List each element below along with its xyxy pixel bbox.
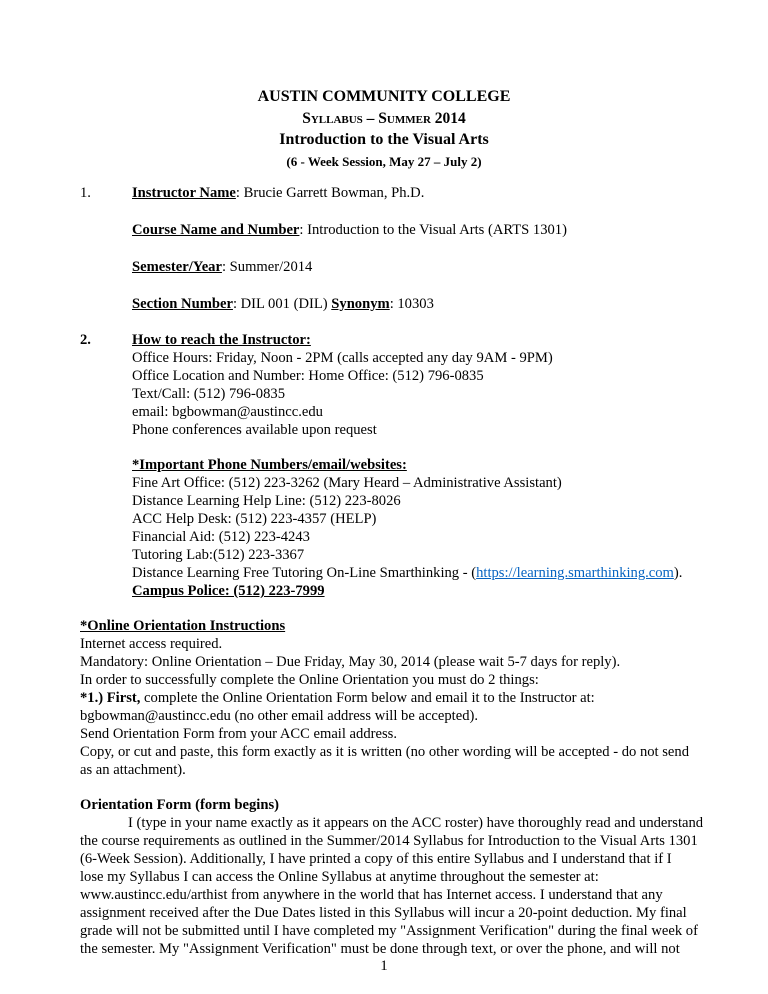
orientation-internet: Internet access required. [80,636,223,652]
session-dates: (6 - Week Session, May 27 – July 2) [286,154,482,169]
campus-police: Campus Police: (512) 223-7999 [132,583,325,599]
orientation-intro: In order to successfully complete the Online Orientation you must do 2 things: [80,672,539,688]
item2-number: 2. [80,332,91,348]
instructor-label: Instructor Name [132,185,236,201]
phone-financial-aid: Financial Aid: (512) 223-4243 [132,529,310,545]
orientation-send-line: Send Orientation Form from your ACC email address. [80,726,397,742]
synonym-value: : 10303 [389,296,434,312]
form-line-6: assignment received after the Due Dates listed in this Syllabus will incur a 20-point deduction. My final [80,905,687,921]
section-value: : DIL 001 (DIL) [232,296,332,312]
form-line-3: (6-Week Session). Additionally, I have printed a copy of this entire Syllabus and I understand that if I [80,851,672,867]
course-value: : Introduction to the Visual Arts (ARTS 1301) [299,222,567,238]
course-line [132,222,567,239]
course-title: Introduction to the Visual Arts [279,131,489,148]
smarthinking-link[interactable]: https://learning.smarthinking.com [476,565,674,581]
orientation-copy-line: Copy, or cut and paste, this form exactly as it is written (no other wording will be accepted - do not send [80,744,690,760]
office-hours: Office Hours: Friday, Noon - 2PM (calls accepted any day 9AM - 9PM) [132,350,553,366]
orientation-mandatory: Mandatory: Online Orientation – Due Friday, May 30, 2014 (please wait 5-7 days for reply). [80,654,621,670]
form-line-2: the course requirements as outlined in the Summer/2014 Syllabus for Introduction to the Visual Arts 1301 [80,833,698,849]
course-label: Course Name and Number [132,222,300,238]
reach-heading: How to reach the Instructor: [132,332,311,348]
tutoring-suffix: ). [673,565,683,581]
form-line-8: the semester. My "Assignment Verification" must be done through text, or over the phone, and will not [80,941,680,957]
instructor-email: email: bgbowman@austincc.edu [132,404,323,420]
form-line-1: I (type in your name exactly as it appears on the ACC roster) have thoroughly read and understand [128,815,704,831]
semester-value: : Summer/2014 [221,259,313,275]
step1-text: complete the Online Orientation Form below and email it to the Instructor at: [140,690,595,706]
phone-distance-learning: Distance Learning Help Line: (512) 223-8026 [132,493,401,509]
synonym-label: Synonym [331,296,390,312]
orientation-step1 [80,690,595,707]
section-line [132,296,434,313]
page-number: 1 [380,958,388,974]
syllabus-subtitle: Syllabus – Summer 2014 [302,110,466,127]
office-location: Office Location and Number: Home Office: (512) 796-0835 [132,368,484,384]
phones-heading: *Important Phone Numbers/email/websites: [132,457,407,473]
step1-label: *1.) First, [80,690,141,706]
phone-conferences: Phone conferences available upon request [132,422,377,438]
form-line-4: lose my Syllabus I can access the Online Syllabus at anytime throughout the semester at: [80,869,599,885]
form-line-7: grade will not be submitted until I have completed my "Assignment Verification" during the final week of [80,923,698,939]
phone-help-desk: ACC Help Desk: (512) 223-4357 (HELP) [132,511,377,527]
section-label: Section Number [132,296,233,312]
form-line-5: www.austincc.edu/arthist from anywhere in the world that has Internet access. I understand that any [80,887,663,903]
item1-number: 1. [80,185,91,201]
form-heading: Orientation Form (form begins) [80,797,280,813]
instructor-line [132,185,424,202]
orientation-email-line: bgbowman@austincc.edu (no other email address will be accepted). [80,708,479,724]
orientation-attachment-line: as an attachment). [80,762,186,778]
orientation-heading: *Online Orientation Instructions [80,618,286,634]
college-title: AUSTIN COMMUNITY COLLEGE [257,88,511,105]
phone-fine-art: Fine Art Office: (512) 223-3262 (Mary Heard – Administrative Assistant) [132,475,562,491]
semester-label: Semester/Year [132,259,222,275]
instructor-value: : Brucie Garrett Bowman, Ph.D. [235,185,425,201]
semester-line [132,259,312,276]
phone-tutoring-lab: Tutoring Lab:(512) 223-3367 [132,547,305,563]
tutoring-line [132,565,682,582]
tutoring-prefix: Distance Learning Free Tutoring On-Line Smarthinking - ( [132,565,477,581]
text-call: Text/Call: (512) 796-0835 [132,386,285,402]
